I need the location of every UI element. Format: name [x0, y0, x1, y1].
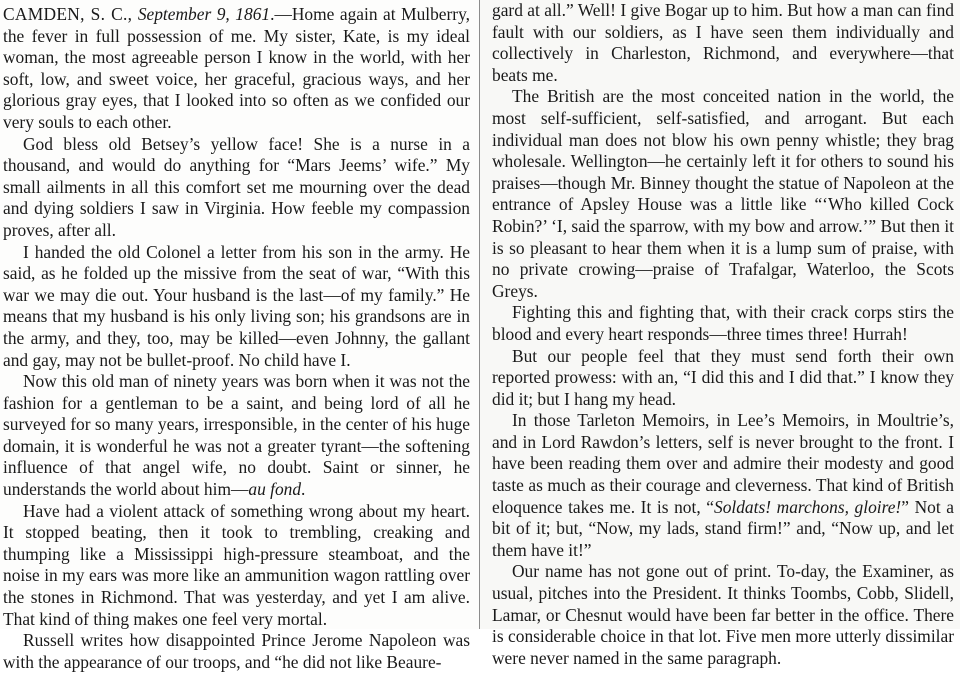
paragraph-colonel-letter: I handed the old Colonel a letter from his son in the army. He said, as he folded up the missive from the seat of war, “With this war we may die out. Your husband is the last—of my family.” He means that my husband is his only living son; his grandsons are in the army, and they, too, may be killed—even Johnny, the gallant and gay, may not be bullet-proof. No child have I. — [3, 241, 470, 370]
paragraph-our-people: But our people feel that they must send forth their own reported prowess: with an, “I did this and I did that.” I know they did it; but I hang my head. — [492, 345, 954, 409]
paragraph-memoirs — [492, 410, 954, 561]
paragraph-betsey: God bless old Betsey’s yellow face! She is a nurse in a thousand, and would do anything for “Mars Jeems’ wife.” My small ailments in all this comfort set me mourning over the dead and dying soldiers I saw in Virginia. How feeble my compassion proves, after all. — [3, 133, 470, 240]
paragraph-examiner: Our name has not gone out of print. To-day, the Examiner, as usual, pitches into the President. It thinks Toombs, Cobb, Slidell, Lamar, or Chesnut would have been far better in the office. There is considerable choice in that lot. Five men more utterly dissimilar were never named in the same paragraph. — [492, 561, 954, 668]
paragraph-heart-attack: Have had a violent attack of something wrong about my heart. It stopped beating, then it took to trembling, creaking and thumping like a Mississippi high-pressure steamboat, and the noise in my ears was more like an ammunition wagon rattling over the stones in Richmond. That was yesterday, and yet I am alive. That kind of thing makes one feel very mortal. — [3, 500, 470, 629]
right-column — [480, 0, 960, 668]
paragraph-fighting: Fighting this and fighting that, with their crack corps stirs the blood and every heart responds—three times three! Hurrah! — [492, 302, 954, 344]
paragraph-old-man — [3, 371, 470, 501]
paragraph-continuation: gard at all.” Well! I give Bogar up to him. But how a man can find fault with our soldiers, as I have seen them individually and collectively in Charleston, Richmond, and everywhere—that beats me. — [492, 0, 954, 85]
paragraph-russell: Russell writes how disappointed Prince Jerome Napoleon was with the appearance of our troops, and “he did not like Beaure- — [3, 630, 470, 672]
paragraph-british: The British are the most conceited nation in the world, the most self-sufficient, self-satisfied, and arrogant. But each individual man does not blow his own penny whistle; they brag wholesale. Wellington—he certainly left it for others to sound his praises—though Mr. Binney thought the statue of Napoleon at the entrance of Apsley House was a little like “‘Who killed Cock Robin?’ ‘I, said the sparrow, with my bow and arrow.’” But then it is so pleasant to hear them when it is a lump sum of praise, with no private crowing—praise of Trafalgar, Waterloo, the Scots Greys. — [492, 86, 954, 301]
dateline-date: September 9, 1861 — [137, 4, 271, 24]
paragraph-end: . — [301, 479, 306, 500]
paragraph-end: ” Not a bit of it; but, “Now, my lads, stand firm!” and, “Now up, and let them have it!” — [492, 496, 954, 560]
left-column — [0, 0, 480, 672]
italic-phrase: au fond — [248, 479, 302, 500]
paragraph-camden-entry — [3, 4, 470, 134]
paragraph-text: .—Home again at Mulberry, the fever in full possession of me. My sister, Kate, is my ideal woman, the most agreeable person I know in the world, with her soft, low, and sweet voice, her graceful, gracious ways, and her glorious gray eyes, that I looked into so often as we confided our very souls to each other. — [3, 4, 471, 132]
paragraph-text: In those Tarleton Memoirs, in Lee’s Memoirs, in Moultrie’s, and in Lord Rawdon’s letters, self is never brought to the front. I have been reading them over and admire their modesty and good taste as much as their courage and cleverness. That kind of British eloquence takes me. It is not, “ — [492, 410, 954, 517]
italic-phrase: Soldats! marchons, gloire! — [714, 496, 902, 517]
paragraph-text: Now this old man of ninety years was born when it was not the fashion for a gentleman to be a saint, and being lord of all he surveyed for so many years, irresponsible, in the center of his huge domain, it is wonderful he was not a greater tyrant—the softening influence of that angel wife, no doubt. Saint or sinner, he understands the world about him— — [3, 371, 470, 500]
dateline-place: CAMDEN, S. C., — [3, 4, 133, 24]
